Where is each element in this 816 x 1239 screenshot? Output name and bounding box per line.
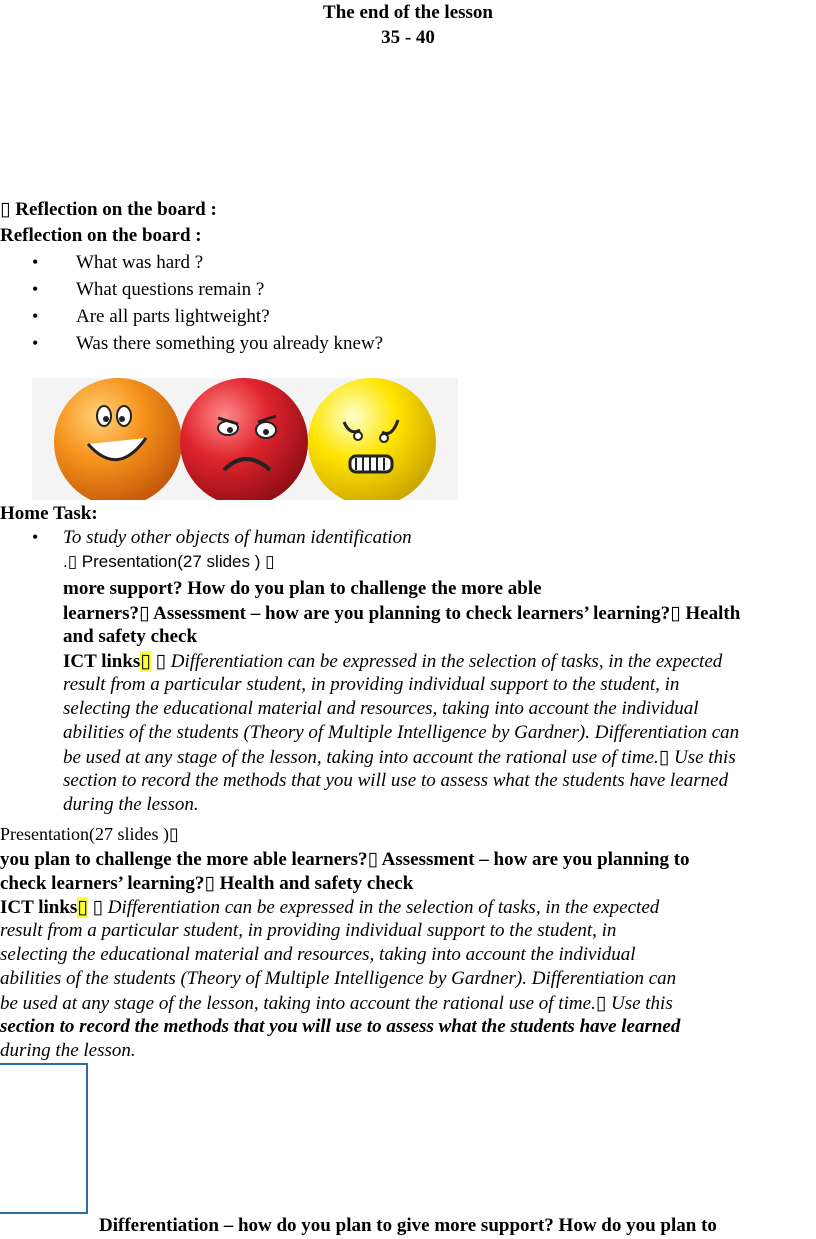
reflection-item: Was there something you already knew? [76, 333, 384, 354]
reflection-heading-2: Reflection on the board : [0, 225, 202, 246]
block2-text: section to record the methods that you will use to assess what the students have learned [0, 1016, 681, 1037]
block1-text: result from a particular student, in providing individual support to the student, in [63, 674, 680, 695]
angry-face-icon [308, 378, 436, 500]
lesson-minutes: 35 - 40 [381, 27, 435, 48]
reflection-item: Are all parts lightweight? [76, 306, 270, 327]
reflection-heading-1-text: Reflection on the board : [15, 199, 217, 220]
happy-face-icon [54, 378, 182, 500]
highlight-marker-icon: ▯ [140, 651, 151, 672]
missing-glyph-icon: ▯ [0, 199, 11, 220]
block2-text: abilities of the students (Theory of Multiple Intelligence by Gardner). Differentiation can [0, 968, 677, 989]
block2-text: result from a particular student, in providing individual support to the student, in [0, 920, 617, 941]
block2-text: Differentiation can be expressed in the selection of tasks, in the expected [107, 897, 660, 918]
block1-text: abilities of the students (Theory of Multiple Intelligence by Gardner). Differentiation can [63, 722, 740, 743]
bullet-icon: • [32, 333, 39, 353]
reflection-item: What was hard ? [76, 252, 204, 273]
sad-face-icon [180, 378, 308, 500]
lesson-end-title: The end of the lesson [323, 2, 493, 23]
emoji-balls-image [32, 378, 458, 500]
block2-text: be used at any stage of the lesson, taking into account the rational use of time.▯ Use this [0, 993, 673, 1014]
bullet-icon: • [32, 279, 39, 299]
block1-text: Differentiation can be expressed in the selection of tasks, in the expected [170, 651, 723, 672]
footer-differentiation: Differentiation – how do you plan to give more support? How do you plan to [99, 1215, 717, 1236]
home-task-item: To study other objects of human identification [63, 527, 412, 548]
empty-frame [0, 1063, 88, 1214]
block1-line3: and safety check [63, 626, 198, 647]
bullet-icon: • [32, 252, 39, 272]
block2-presentation: Presentation(27 slides )▯ [0, 824, 179, 844]
reflection-heading-1 [0, 198, 217, 221]
ict-links-label: ICT links [63, 651, 141, 672]
bullet-icon: • [32, 527, 39, 547]
block2-text: during the lesson. [0, 1040, 136, 1061]
block1-line2: learners?▯ Assessment – how are you planning to check learners’ learning?▯ Health [63, 603, 741, 624]
block1-text: section to record the methods that you will use to assess what the students have learned [63, 770, 729, 791]
missing-glyph-icon: ▯ [92, 897, 103, 918]
block2-line2: check learners’ learning?▯ Health and safety check [0, 873, 414, 894]
block2-text: selecting the educational material and resources, taking into account the individual [0, 944, 636, 965]
block1-text: during the lesson. [63, 794, 199, 815]
block1-text: be used at any stage of the lesson, taking into account the rational use of time.▯ Use this [63, 747, 736, 768]
home-task-presentation: .▯ Presentation(27 slides ) ▯ [63, 552, 275, 571]
block1-text: selecting the educational material and resources, taking into account the individual [63, 698, 699, 719]
highlight-marker-icon: ▯ [77, 897, 88, 918]
bullet-icon: • [32, 306, 39, 326]
missing-glyph-icon: ▯ [155, 651, 166, 672]
ict-links-label: ICT links [0, 897, 78, 918]
home-task-heading: Home Task: [0, 503, 98, 524]
reflection-item: What questions remain ? [76, 279, 265, 300]
block2-ict-line [0, 896, 659, 919]
block2-line1: you plan to challenge the more able learners?▯ Assessment – how are you planning to [0, 849, 690, 870]
block1-ict-line [63, 650, 722, 673]
block1-line1: more support? How do you plan to challenge the more able [63, 578, 542, 599]
